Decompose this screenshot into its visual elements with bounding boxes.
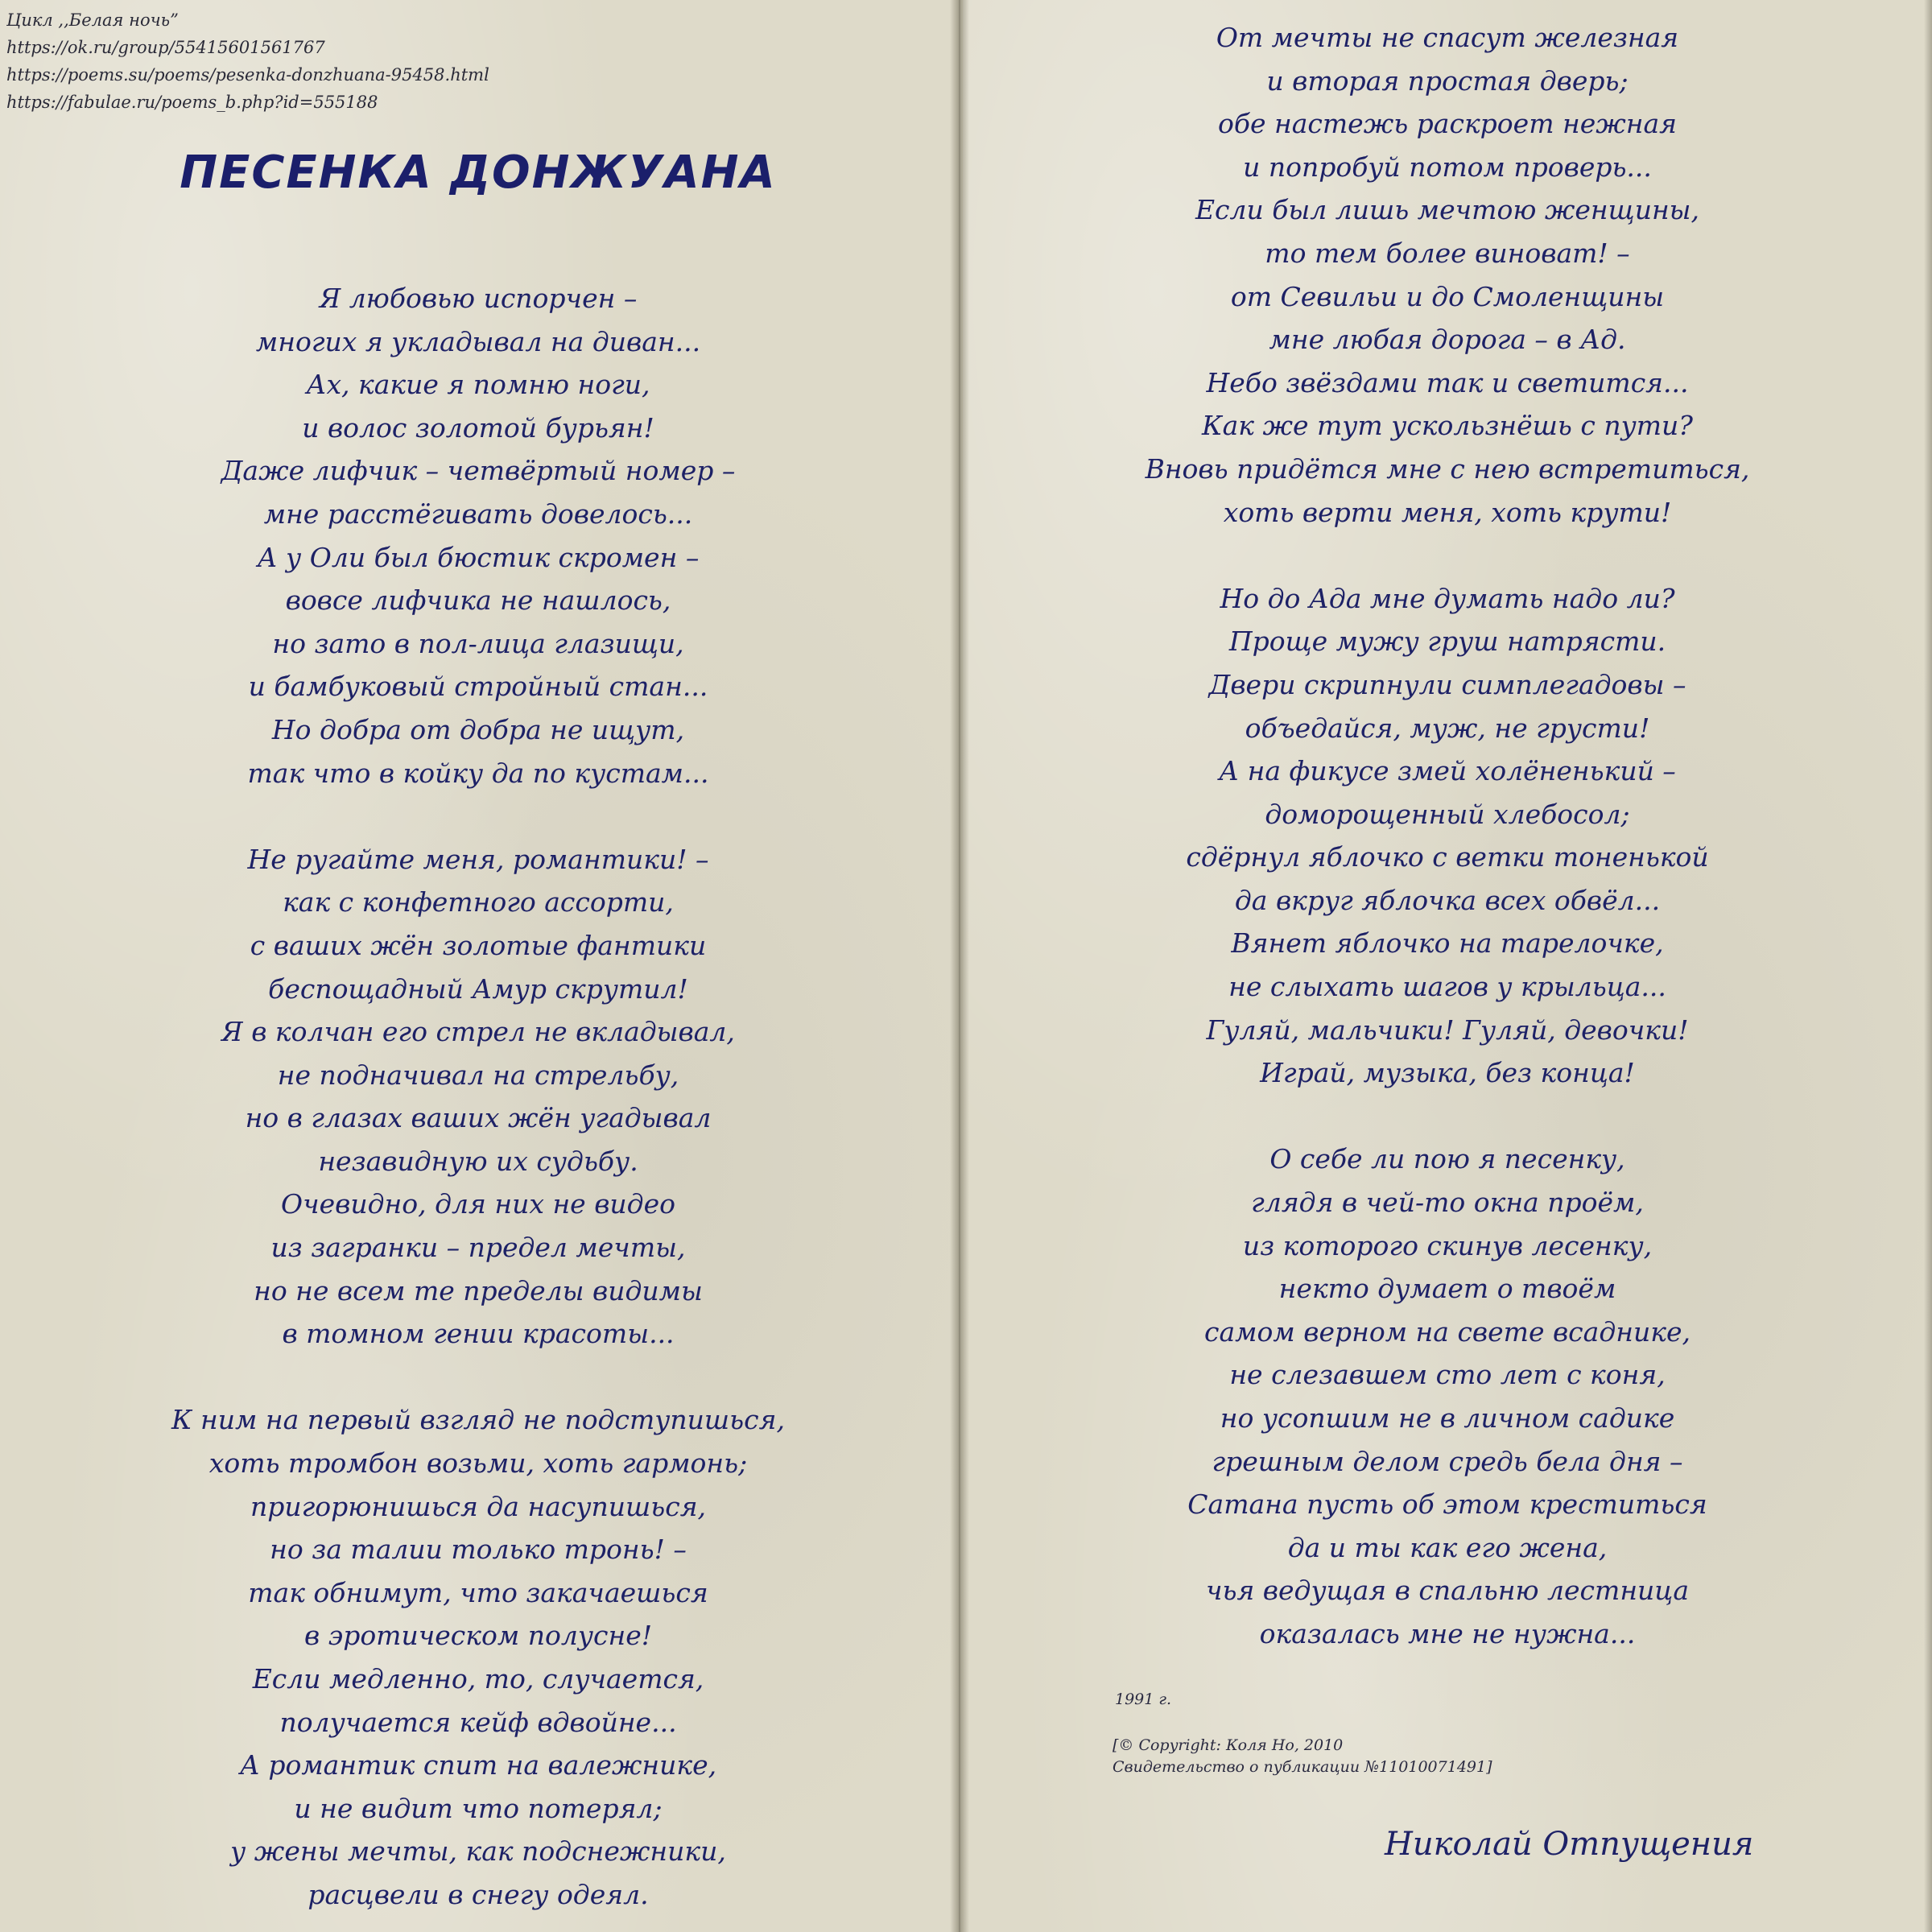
poem-line: и попробуй потом проверь... <box>1243 151 1652 183</box>
poem-line: Очевидно, для них не видео <box>281 1188 675 1220</box>
poem-line: беспощадный Амур скрутил! <box>268 972 688 1005</box>
poem-line: Ах, какие я помню ноги, <box>306 369 650 401</box>
poem-line: К ним на первый взгляд не подступишься, <box>171 1404 785 1436</box>
poem-line: с ваших жён золотые фантики <box>250 929 707 961</box>
poem-line: пригорюнишься да насупишься, <box>250 1490 707 1522</box>
poem-line: и не видит что потерял; <box>294 1792 663 1824</box>
stanza <box>0 838 956 1356</box>
stanza <box>963 577 1932 1095</box>
poem-line: Небо звёздами так и светится... <box>1206 366 1689 398</box>
poem-line: и бамбуковый стройный стан... <box>248 671 708 703</box>
poem-line: глядя в чей-то окна проём, <box>1251 1187 1644 1219</box>
poem-line: так что в койку да по кустам... <box>247 757 709 789</box>
poem-line: оказалась мне не нужна... <box>1259 1617 1636 1649</box>
poem-line: так обнимут, что закачаешься <box>248 1576 708 1608</box>
poem-line: то тем более виноват! – <box>1265 237 1630 269</box>
poem-line: Гуляй, мальчики! Гуляй, девочки! <box>1206 1013 1689 1046</box>
poem-line: хоть верти меня, хоть крути! <box>1223 496 1672 528</box>
poem-line: и вторая простая дверь; <box>1266 64 1629 97</box>
poem-line: Но добра от добра не ищут, <box>271 713 685 745</box>
poem-title: ПЕСЕНКА ДОНЖУАНА <box>180 147 777 199</box>
fabulae-link[interactable]: https://fabulae.ru/poems_b.php?id=555188 <box>6 93 378 112</box>
poem-line: Вновь придётся мне с нею встретиться, <box>1145 452 1750 485</box>
stanza <box>963 1137 1932 1655</box>
left-poem-column <box>0 277 956 1917</box>
poem-line: но в глазах ваших жён угадывал <box>245 1102 712 1134</box>
header-links <box>6 6 489 116</box>
poem-line: А у Оли был бюстик скромен – <box>257 541 700 573</box>
poem-line: не подначивал на стрельбу, <box>277 1059 679 1091</box>
copyright-block <box>1113 1735 1492 1778</box>
poem-line: сдёрнул яблочко с ветки тоненькой <box>1186 841 1709 873</box>
stanza <box>0 277 956 795</box>
poem-line: Даже лифчик – четвёртый номер – <box>221 455 736 487</box>
poem-line: но за талии только тронь! – <box>270 1534 687 1566</box>
poem-line: не слыхать шагов у крыльца... <box>1228 971 1666 1003</box>
poem-line: у жены мечты, как подснежники, <box>230 1835 726 1868</box>
poem-line: да вкруг яблочка всех обвёл... <box>1234 884 1661 916</box>
poem-line: чья ведущая в спальню лестница <box>1205 1575 1690 1607</box>
stanza <box>0 1398 956 1916</box>
poem-line: в эротическом полусне! <box>304 1620 652 1652</box>
poem-line: доморощенный хлебосол; <box>1265 798 1630 830</box>
poem-line: из загранки – предел мечты, <box>270 1232 686 1264</box>
poem-line: незавидную их судьбу. <box>318 1145 638 1177</box>
poem-line: А на фикусе змей холёненький – <box>1219 755 1676 787</box>
poem-line: получается кейф вдвойне... <box>279 1706 677 1738</box>
poem-line: Сатана пусть об этом креститься <box>1187 1488 1707 1521</box>
poem-line: А романтик спит на валежнике, <box>239 1749 717 1781</box>
poem-line: обе настежь раскроет нежная <box>1217 108 1678 140</box>
poem-line: вовсе лифчика не нашлось, <box>285 584 671 617</box>
right-poem-column <box>963 16 1932 1656</box>
poem-line: Вянет яблочко на тарелочке, <box>1231 927 1664 960</box>
poem-line: мне любая дорога – в Ад. <box>1269 324 1626 356</box>
poem-line: самом верном на свете всаднике, <box>1204 1315 1690 1348</box>
poem-line: в томном гении красоты... <box>282 1318 675 1350</box>
poem-line: из которого скинув лесенку, <box>1242 1229 1653 1261</box>
poem-line: но усопшим не в личном садике <box>1220 1402 1675 1434</box>
poem-line: не слезавшем сто лет с коня, <box>1229 1359 1666 1391</box>
poem-line: Не ругайте меня, романтики! – <box>247 843 709 875</box>
poem-line: мне расстёгивать довелось... <box>263 497 693 530</box>
poem-line: как с конфетного ассорти, <box>283 886 674 919</box>
poem-line: и волос золотой бурьян! <box>302 411 654 444</box>
poem-line: Если был лишь мечтою женщины, <box>1195 194 1700 226</box>
poem-line: да и ты как его жена, <box>1287 1531 1608 1563</box>
cycle-label: Цикл ,,Белая ночь” <box>6 10 179 30</box>
poem-line: Я любовью испорчен – <box>319 283 638 314</box>
poem-line: Играй, музыка, без конца! <box>1260 1057 1635 1089</box>
poem-line: Но до Ада мне думать надо ли? <box>1220 582 1675 614</box>
poem-line: грешным делом средь бела дня – <box>1212 1445 1683 1477</box>
poem-line: многих я укладывал на диван... <box>255 325 701 357</box>
poem-line: расцвели в снегу одеял. <box>308 1878 649 1910</box>
poems-su-link[interactable]: https://poems.su/poems/pesenka-donzhuana-95458.html <box>6 65 489 85</box>
copyright-line: [© Copyright: Коля Но, 2010 <box>1113 1736 1344 1754</box>
poem-line: некто думает о твоём <box>1278 1273 1616 1305</box>
stanza <box>963 16 1932 534</box>
ok-ru-link[interactable]: https://ok.ru/group/55415601561767 <box>6 38 325 57</box>
poem-line: Как же тут ускользнёшь с пути? <box>1202 410 1693 442</box>
poem-line: От мечты не спасут железная <box>1216 22 1679 53</box>
poem-line: Проще мужу груш натрясти. <box>1228 625 1666 658</box>
poem-line: О себе ли пою я песенку, <box>1269 1143 1625 1175</box>
poem-year: 1991 г. <box>1115 1690 1172 1708</box>
poem-line: Двери скрипнули симплегадовы – <box>1208 668 1686 700</box>
poem-line: хоть тромбон возьми, хоть гармонь; <box>208 1447 748 1480</box>
poem-line: объедайся, муж, не грусти! <box>1245 712 1650 744</box>
author-signature: Николай Отпущения <box>1385 1826 1754 1863</box>
poem-line: но не всем те пределы видимы <box>254 1274 703 1307</box>
poem-line: Я в колчан его стрел не вкладывал, <box>221 1016 735 1048</box>
publication-certificate: Свидетельство о публикации №11010071491] <box>1113 1758 1492 1776</box>
poem-line: от Севильи и до Смоленщины <box>1230 280 1665 312</box>
poem-line: Если медленно, то, случается, <box>252 1663 704 1695</box>
poem-line: но зато в пол-лица глазищи, <box>272 627 684 659</box>
